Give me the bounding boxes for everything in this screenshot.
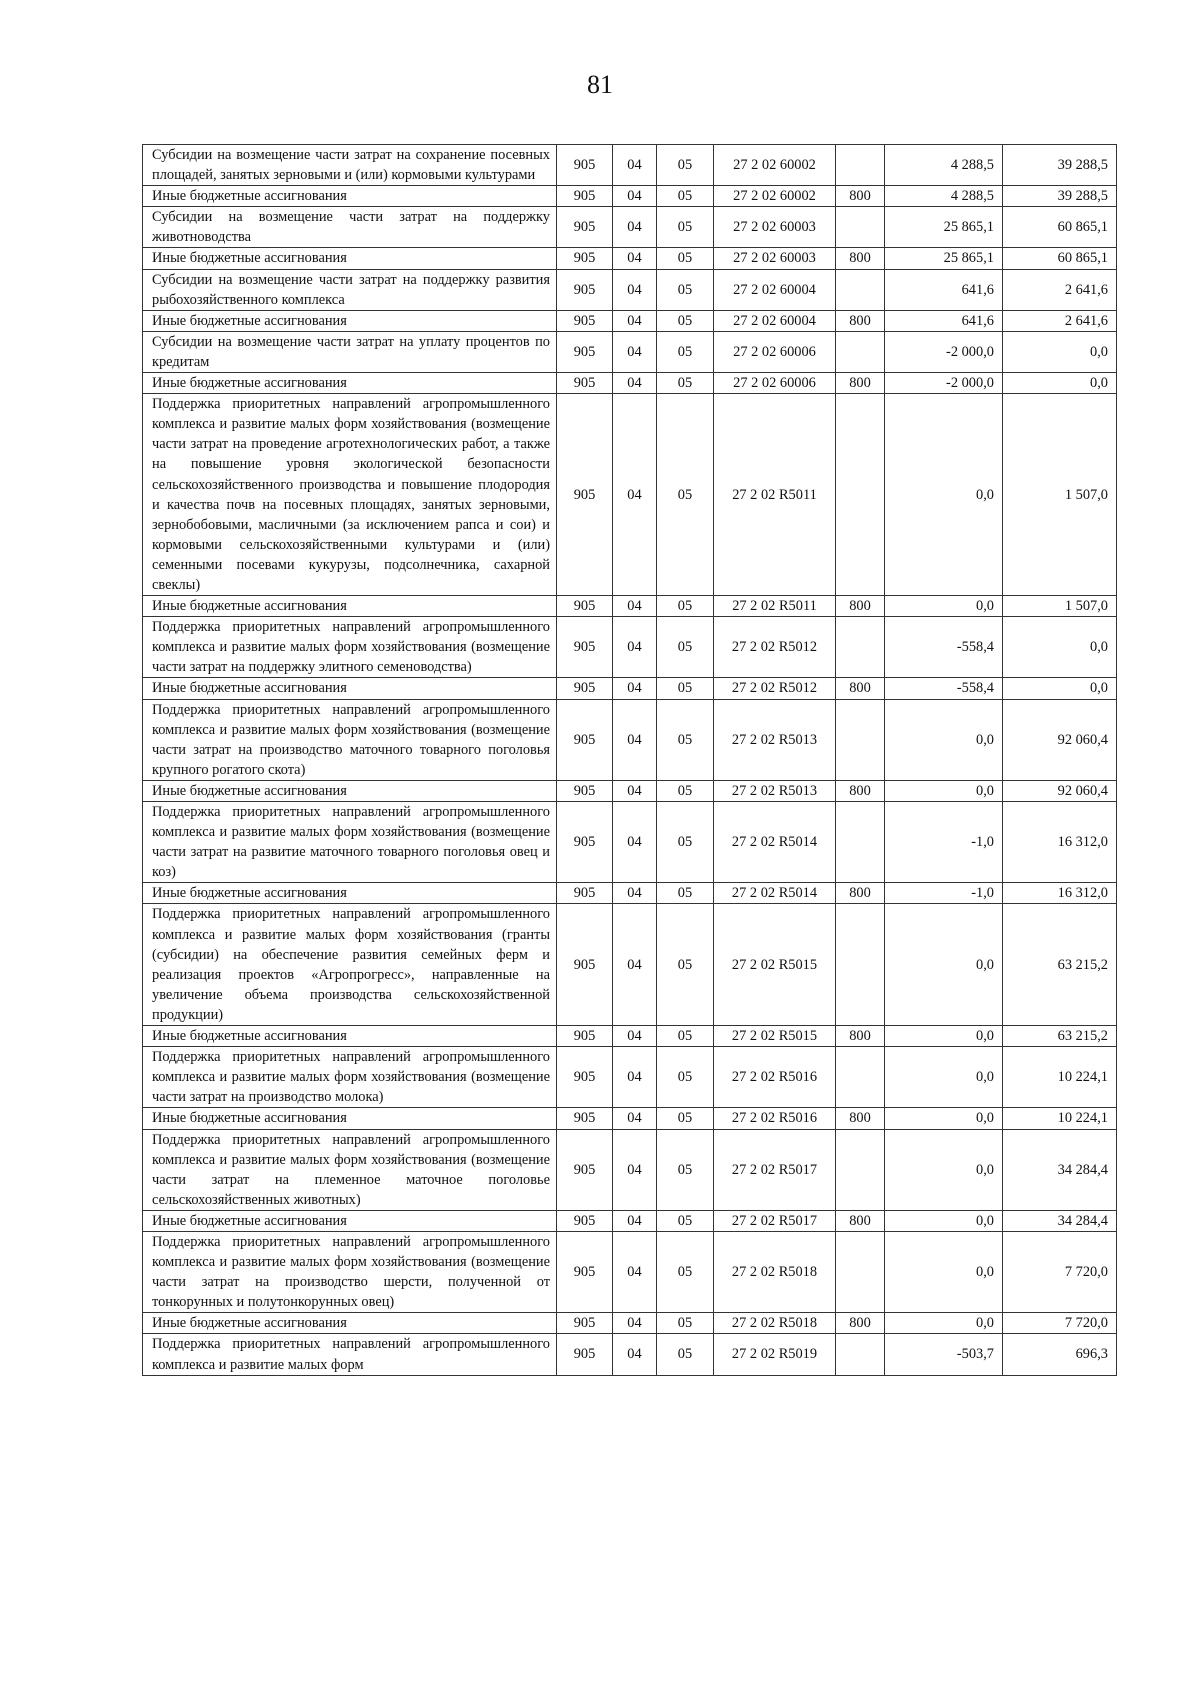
row-target-article: 27 2 02 R5013 — [714, 699, 836, 780]
row-target-article: 27 2 02 R5015 — [714, 904, 836, 1026]
row-name: Иные бюджетные ассигнования — [143, 186, 557, 207]
row-section-code: 04 — [613, 1047, 657, 1108]
row-expense-type: 800 — [836, 1108, 885, 1129]
row-subsection-code: 05 — [657, 248, 714, 269]
row-subsection-code: 05 — [657, 1047, 714, 1108]
row-section-code: 04 — [613, 802, 657, 883]
table-row — [143, 780, 1117, 801]
row-section-code: 04 — [613, 1231, 657, 1312]
table-row — [143, 1047, 1117, 1108]
row-total-amount: 34 284,4 — [1003, 1210, 1117, 1231]
row-target-article: 27 2 02 R5011 — [714, 394, 836, 596]
row-target-article: 27 2 02 60006 — [714, 331, 836, 372]
row-total-amount: 16 312,0 — [1003, 802, 1117, 883]
row-expense-type: 800 — [836, 1210, 885, 1231]
row-name: Иные бюджетные ассигнования — [143, 883, 557, 904]
row-change-amount: -2 000,0 — [885, 373, 1003, 394]
row-total-amount: 1 507,0 — [1003, 596, 1117, 617]
row-target-article: 27 2 02 R5015 — [714, 1026, 836, 1047]
row-target-article: 27 2 02 60002 — [714, 186, 836, 207]
row-section-code: 04 — [613, 248, 657, 269]
row-target-article: 27 2 02 R5014 — [714, 802, 836, 883]
row-change-amount: 641,6 — [885, 269, 1003, 310]
row-name: Иные бюджетные ассигнования — [143, 780, 557, 801]
row-section-code: 04 — [613, 310, 657, 331]
row-section-code: 04 — [613, 883, 657, 904]
row-subsection-code: 05 — [657, 1108, 714, 1129]
row-section-code: 04 — [613, 1334, 657, 1375]
row-change-amount: -558,4 — [885, 617, 1003, 678]
page-number: 81 — [587, 70, 613, 99]
row-subsection-code: 05 — [657, 1026, 714, 1047]
row-grbs-code: 905 — [557, 1231, 613, 1312]
table-row — [143, 678, 1117, 699]
row-total-amount: 0,0 — [1003, 617, 1117, 678]
row-target-article: 27 2 02 R5016 — [714, 1047, 836, 1108]
row-section-code: 04 — [613, 596, 657, 617]
row-expense-type — [836, 699, 885, 780]
row-target-article: 27 2 02 60004 — [714, 269, 836, 310]
row-change-amount: -2 000,0 — [885, 331, 1003, 372]
row-grbs-code: 905 — [557, 678, 613, 699]
row-target-article: 27 2 02 R5019 — [714, 1334, 836, 1375]
row-total-amount: 63 215,2 — [1003, 904, 1117, 1026]
row-subsection-code: 05 — [657, 1334, 714, 1375]
row-subsection-code: 05 — [657, 904, 714, 1026]
row-section-code: 04 — [613, 780, 657, 801]
row-grbs-code: 905 — [557, 248, 613, 269]
row-total-amount: 0,0 — [1003, 373, 1117, 394]
row-expense-type — [836, 394, 885, 596]
row-expense-type: 800 — [836, 596, 885, 617]
row-name: Субсидии на возмещение части затрат на уплату процентов по кредитам — [143, 331, 557, 372]
row-name: Иные бюджетные ассигнования — [143, 373, 557, 394]
row-grbs-code: 905 — [557, 331, 613, 372]
row-name: Поддержка приоритетных направлений агропромышленного комплекса и развитие малых форм хозяйствования (возмещение части затрат на производство шерсти, полученной от тонкорунных и полутонкорунных овец) — [143, 1231, 557, 1312]
row-grbs-code: 905 — [557, 883, 613, 904]
row-grbs-code: 905 — [557, 310, 613, 331]
row-section-code: 04 — [613, 331, 657, 372]
row-section-code: 04 — [613, 699, 657, 780]
row-section-code: 04 — [613, 1108, 657, 1129]
row-change-amount: 25 865,1 — [885, 248, 1003, 269]
row-expense-type — [836, 1231, 885, 1312]
row-section-code: 04 — [613, 207, 657, 248]
row-grbs-code: 905 — [557, 1047, 613, 1108]
row-subsection-code: 05 — [657, 394, 714, 596]
table-row — [143, 248, 1117, 269]
row-change-amount: 0,0 — [885, 1231, 1003, 1312]
table-row — [143, 310, 1117, 331]
row-change-amount: -558,4 — [885, 678, 1003, 699]
row-total-amount: 60 865,1 — [1003, 248, 1117, 269]
row-total-amount: 2 641,6 — [1003, 310, 1117, 331]
row-grbs-code: 905 — [557, 617, 613, 678]
row-target-article: 27 2 02 R5016 — [714, 1108, 836, 1129]
row-change-amount: 0,0 — [885, 1210, 1003, 1231]
row-change-amount: -1,0 — [885, 883, 1003, 904]
row-total-amount: 63 215,2 — [1003, 1026, 1117, 1047]
table-row — [143, 904, 1117, 1026]
budget-table — [142, 144, 1117, 1376]
table-row — [143, 1231, 1117, 1312]
row-grbs-code: 905 — [557, 802, 613, 883]
row-grbs-code: 905 — [557, 1026, 613, 1047]
row-total-amount: 60 865,1 — [1003, 207, 1117, 248]
row-section-code: 04 — [613, 617, 657, 678]
row-total-amount: 39 288,5 — [1003, 145, 1117, 186]
table-row — [143, 699, 1117, 780]
row-change-amount: -503,7 — [885, 1334, 1003, 1375]
row-change-amount: 0,0 — [885, 596, 1003, 617]
row-target-article: 27 2 02 R5013 — [714, 780, 836, 801]
row-section-code: 04 — [613, 373, 657, 394]
row-section-code: 04 — [613, 1026, 657, 1047]
row-expense-type — [836, 269, 885, 310]
row-change-amount: 0,0 — [885, 904, 1003, 1026]
row-target-article: 27 2 02 60002 — [714, 145, 836, 186]
row-total-amount: 7 720,0 — [1003, 1231, 1117, 1312]
row-total-amount: 10 224,1 — [1003, 1047, 1117, 1108]
row-target-article: 27 2 02 R5014 — [714, 883, 836, 904]
row-name: Субсидии на возмещение части затрат на сохранение посевных площадей, занятых зерновыми и (или) кормовыми культурами — [143, 145, 557, 186]
table-row — [143, 1108, 1117, 1129]
row-grbs-code: 905 — [557, 1210, 613, 1231]
row-section-code: 04 — [613, 394, 657, 596]
row-target-article: 27 2 02 R5012 — [714, 678, 836, 699]
row-grbs-code: 905 — [557, 145, 613, 186]
row-target-article: 27 2 02 60006 — [714, 373, 836, 394]
row-section-code: 04 — [613, 186, 657, 207]
table-row — [143, 1313, 1117, 1334]
row-subsection-code: 05 — [657, 699, 714, 780]
row-target-article: 27 2 02 60003 — [714, 207, 836, 248]
row-change-amount: 0,0 — [885, 1047, 1003, 1108]
row-expense-type — [836, 1047, 885, 1108]
row-change-amount: 4 288,5 — [885, 145, 1003, 186]
row-name: Поддержка приоритетных направлений агропромышленного комплекса и развитие малых форм хозяйствования (возмещение части затрат на племенное маточное поголовье сельскохозяйственных животных) — [143, 1129, 557, 1210]
row-name: Поддержка приоритетных направлений агропромышленного комплекса и развитие малых форм хозяйствования (возмещение части затрат на производство молока) — [143, 1047, 557, 1108]
row-expense-type: 800 — [836, 883, 885, 904]
row-target-article: 27 2 02 R5017 — [714, 1210, 836, 1231]
row-change-amount: 0,0 — [885, 394, 1003, 596]
row-change-amount: -1,0 — [885, 802, 1003, 883]
row-name: Иные бюджетные ассигнования — [143, 248, 557, 269]
row-grbs-code: 905 — [557, 1313, 613, 1334]
row-expense-type — [836, 904, 885, 1026]
table-row — [143, 394, 1117, 596]
row-grbs-code: 905 — [557, 780, 613, 801]
row-expense-type: 800 — [836, 186, 885, 207]
row-change-amount: 0,0 — [885, 780, 1003, 801]
row-name: Поддержка приоритетных направлений агропромышленного комплекса и развитие малых форм хозяйствования (возмещение части затрат на проведение агротехнологических работ, а также на повышение уровня экологической безопасности сельскохозяйственного производства и повышение плодородия и качества почв на посевных площадях, занятых зерновыми, зернобобовыми, масличными (за исключением рапса и сои) и кормовыми сельскохозяйственными культурами и (или) семенными посевами кукурузы, подсолнечника, сахарной свеклы) — [143, 394, 557, 596]
row-grbs-code: 905 — [557, 269, 613, 310]
row-subsection-code: 05 — [657, 883, 714, 904]
row-grbs-code: 905 — [557, 207, 613, 248]
row-expense-type — [836, 207, 885, 248]
row-target-article: 27 2 02 R5018 — [714, 1231, 836, 1312]
row-name: Поддержка приоритетных направлений агропромышленного комплекса и развитие малых форм хозяйствования (возмещение части затрат на производство маточного товарного поголовья крупного рогатого скота) — [143, 699, 557, 780]
row-change-amount: 641,6 — [885, 310, 1003, 331]
row-total-amount: 0,0 — [1003, 331, 1117, 372]
row-name: Иные бюджетные ассигнования — [143, 310, 557, 331]
row-expense-type: 800 — [836, 678, 885, 699]
table-row — [143, 1210, 1117, 1231]
row-name: Субсидии на возмещение части затрат на поддержку животноводства — [143, 207, 557, 248]
row-total-amount: 92 060,4 — [1003, 699, 1117, 780]
row-change-amount: 0,0 — [885, 1026, 1003, 1047]
table-row — [143, 331, 1117, 372]
table-row — [143, 1026, 1117, 1047]
table-row — [143, 207, 1117, 248]
row-target-article: 27 2 02 60003 — [714, 248, 836, 269]
row-target-article: 27 2 02 R5011 — [714, 596, 836, 617]
table-row — [143, 596, 1117, 617]
row-name: Субсидии на возмещение части затрат на поддержку развития рыбохозяйственного комплекса — [143, 269, 557, 310]
row-total-amount: 0,0 — [1003, 678, 1117, 699]
row-expense-type: 800 — [836, 248, 885, 269]
table-body — [143, 145, 1117, 1376]
row-expense-type — [836, 1129, 885, 1210]
row-subsection-code: 05 — [657, 145, 714, 186]
row-grbs-code: 905 — [557, 1334, 613, 1375]
row-name: Иные бюджетные ассигнования — [143, 678, 557, 699]
table-row — [143, 1334, 1117, 1375]
row-expense-type — [836, 1334, 885, 1375]
row-name: Иные бюджетные ассигнования — [143, 1313, 557, 1334]
row-grbs-code: 905 — [557, 699, 613, 780]
row-section-code: 04 — [613, 678, 657, 699]
row-expense-type: 800 — [836, 1026, 885, 1047]
row-subsection-code: 05 — [657, 678, 714, 699]
row-subsection-code: 05 — [657, 331, 714, 372]
row-expense-type — [836, 617, 885, 678]
row-name: Поддержка приоритетных направлений агропромышленного комплекса и развитие малых форм хозяйствования (возмещение части затрат на развитие маточного товарного поголовья овец и коз) — [143, 802, 557, 883]
row-name: Иные бюджетные ассигнования — [143, 1108, 557, 1129]
row-section-code: 04 — [613, 1129, 657, 1210]
row-section-code: 04 — [613, 269, 657, 310]
row-subsection-code: 05 — [657, 596, 714, 617]
row-target-article: 27 2 02 R5018 — [714, 1313, 836, 1334]
table-row — [143, 373, 1117, 394]
row-grbs-code: 905 — [557, 904, 613, 1026]
row-subsection-code: 05 — [657, 186, 714, 207]
row-total-amount: 16 312,0 — [1003, 883, 1117, 904]
row-target-article: 27 2 02 60004 — [714, 310, 836, 331]
row-target-article: 27 2 02 R5012 — [714, 617, 836, 678]
row-total-amount: 2 641,6 — [1003, 269, 1117, 310]
row-section-code: 04 — [613, 1313, 657, 1334]
row-subsection-code: 05 — [657, 802, 714, 883]
row-change-amount: 0,0 — [885, 1129, 1003, 1210]
row-target-article: 27 2 02 R5017 — [714, 1129, 836, 1210]
row-subsection-code: 05 — [657, 373, 714, 394]
row-name: Поддержка приоритетных направлений агропромышленного комплекса и развитие малых форм хозяйствования (возмещение части затрат на поддержку элитного семеноводства) — [143, 617, 557, 678]
row-name: Поддержка приоритетных направлений агропромышленного комплекса и развитие малых форм хозяйствования (гранты (субсидии) на обеспечение развития семейных ферм и реализация проектов «Агропрогресс», направленные на увеличение объема производства сельскохозяйственной продукции) — [143, 904, 557, 1026]
row-expense-type — [836, 331, 885, 372]
row-total-amount: 39 288,5 — [1003, 186, 1117, 207]
row-expense-type: 800 — [836, 780, 885, 801]
table-row — [143, 617, 1117, 678]
row-total-amount: 1 507,0 — [1003, 394, 1117, 596]
row-section-code: 04 — [613, 904, 657, 1026]
row-expense-type: 800 — [836, 373, 885, 394]
row-subsection-code: 05 — [657, 1210, 714, 1231]
row-total-amount: 10 224,1 — [1003, 1108, 1117, 1129]
table-row — [143, 1129, 1117, 1210]
row-change-amount: 0,0 — [885, 699, 1003, 780]
row-subsection-code: 05 — [657, 1313, 714, 1334]
row-subsection-code: 05 — [657, 1231, 714, 1312]
row-change-amount: 0,0 — [885, 1108, 1003, 1129]
table-row — [143, 883, 1117, 904]
row-total-amount: 92 060,4 — [1003, 780, 1117, 801]
row-name: Поддержка приоритетных направлений агропромышленного комплекса и развитие малых форм — [143, 1334, 557, 1375]
row-expense-type: 800 — [836, 310, 885, 331]
table-row — [143, 145, 1117, 186]
row-grbs-code: 905 — [557, 186, 613, 207]
row-subsection-code: 05 — [657, 310, 714, 331]
row-name: Иные бюджетные ассигнования — [143, 1026, 557, 1047]
row-grbs-code: 905 — [557, 373, 613, 394]
row-name: Иные бюджетные ассигнования — [143, 1210, 557, 1231]
row-section-code: 04 — [613, 1210, 657, 1231]
row-change-amount: 25 865,1 — [885, 207, 1003, 248]
row-change-amount: 4 288,5 — [885, 186, 1003, 207]
row-section-code: 04 — [613, 145, 657, 186]
row-change-amount: 0,0 — [885, 1313, 1003, 1334]
row-total-amount: 34 284,4 — [1003, 1129, 1117, 1210]
table-row — [143, 269, 1117, 310]
row-total-amount: 696,3 — [1003, 1334, 1117, 1375]
row-grbs-code: 905 — [557, 394, 613, 596]
row-expense-type — [836, 802, 885, 883]
table-row — [143, 802, 1117, 883]
row-total-amount: 7 720,0 — [1003, 1313, 1117, 1334]
row-expense-type: 800 — [836, 1313, 885, 1334]
row-subsection-code: 05 — [657, 269, 714, 310]
row-subsection-code: 05 — [657, 1129, 714, 1210]
row-subsection-code: 05 — [657, 780, 714, 801]
row-grbs-code: 905 — [557, 596, 613, 617]
row-subsection-code: 05 — [657, 207, 714, 248]
row-subsection-code: 05 — [657, 617, 714, 678]
table-row — [143, 186, 1117, 207]
row-name: Иные бюджетные ассигнования — [143, 596, 557, 617]
row-grbs-code: 905 — [557, 1108, 613, 1129]
row-expense-type — [836, 145, 885, 186]
row-grbs-code: 905 — [557, 1129, 613, 1210]
